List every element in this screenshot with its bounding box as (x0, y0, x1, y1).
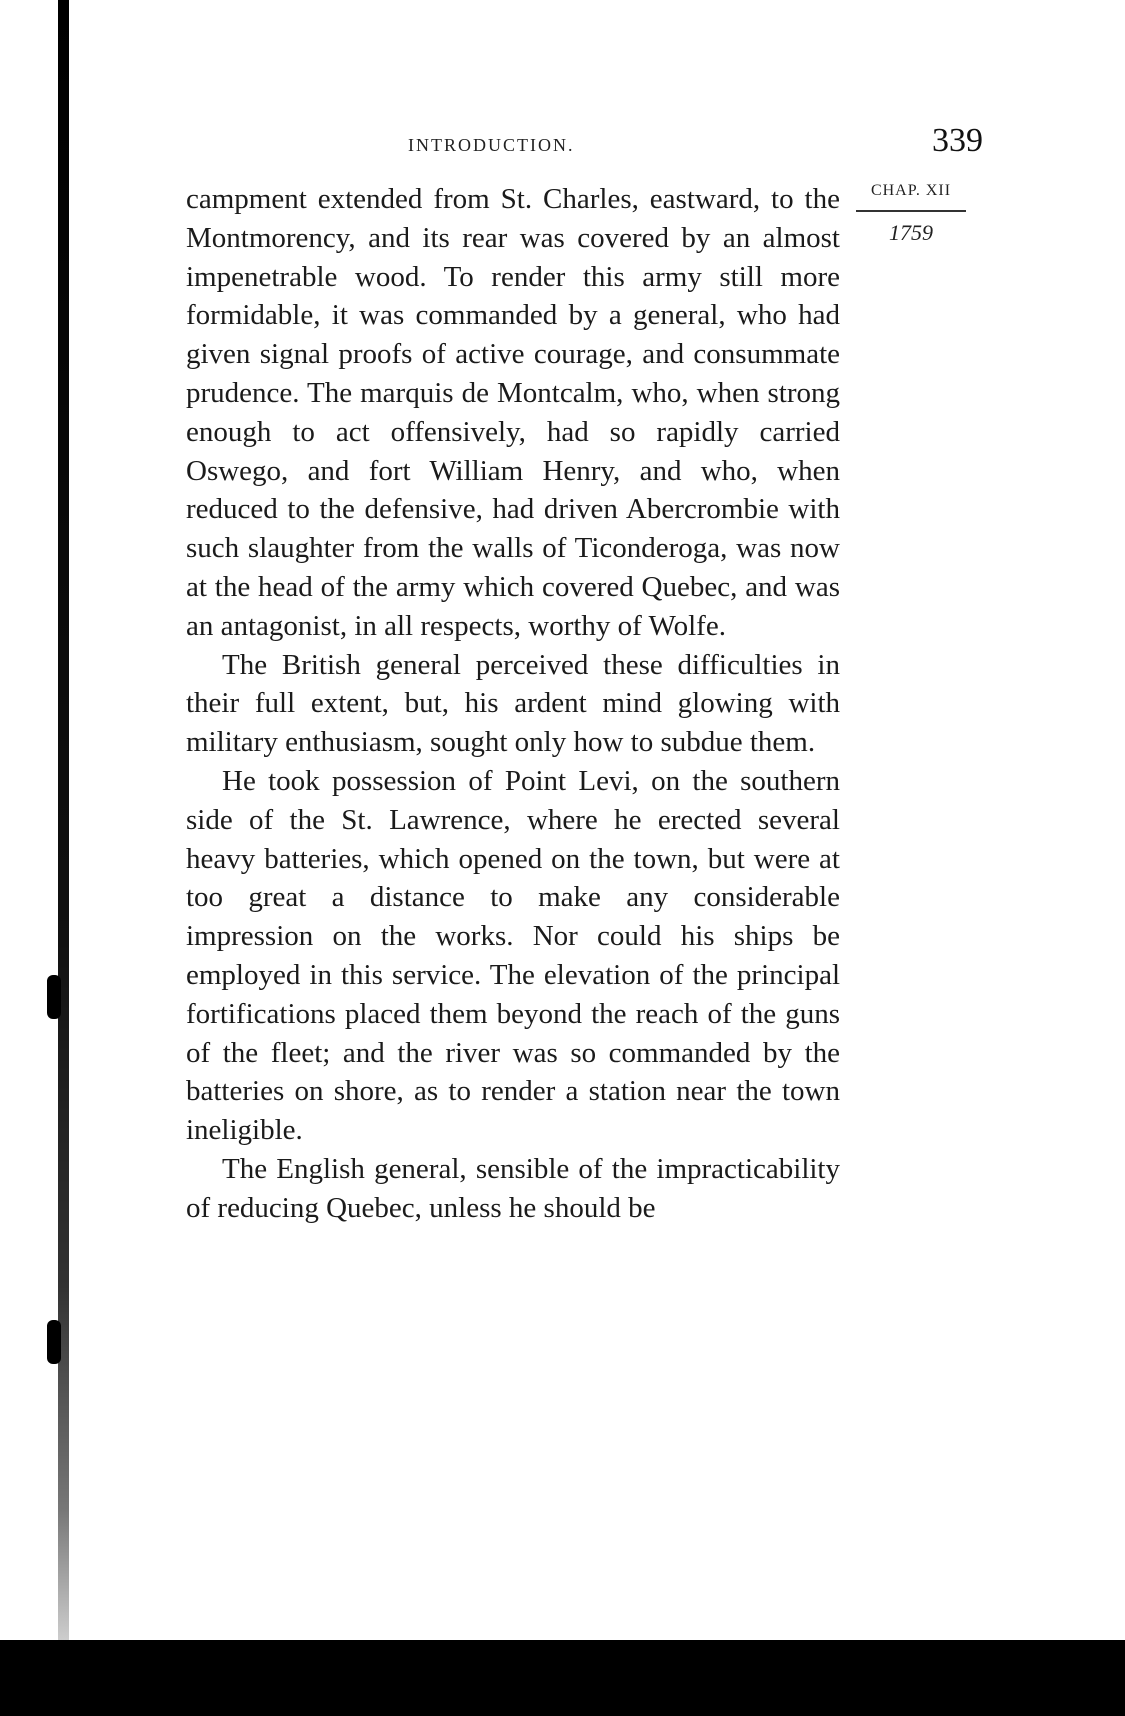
margin-rule (856, 210, 966, 212)
running-head: INTRODUCTION. (408, 135, 575, 155)
body-text (186, 180, 840, 1228)
page-header (0, 122, 1125, 167)
page-number: 339 (932, 122, 983, 159)
margin-note (852, 182, 970, 246)
page-left-edge-shadow (58, 0, 69, 1716)
paragraph: The English general, sensible of the impracticability of reducing Quebec, unless he should be (186, 1152, 840, 1224)
paragraph: He took possession of Point Levi, on the southern side of the St. Lawrence, where he erected several heavy batteries, which opened on the town, but were at too great a distance to make any considerable impression on the works. Nor could his ships be employed in this service. The elevation of the principal fortifications placed them beyond the reach of the guns of the fleet; and the river was so commanded by the batteries on shore, as to render a station near the town ineligible. (186, 764, 840, 1147)
page-edge-mark (47, 1320, 61, 1364)
paragraph: campment extended from St. Charles, eastward, to the Montmorency, and its rear was covered by an almost impenetrable wood. To render this army still more formidable, it was commanded by a general, who had given signal proofs of active courage, and consummate prudence. The marquis de Montcalm, who, when strong enough to act offensively, had so rapidly carried Oswego, and fort William Henry, and who, when reduced to the defensive, had driven Abercrombie with such slaughter from the walls of Ticonderoga, was now at the head of the army which covered Quebec, and was an antagonist, in all respects, worthy of Wolfe. (186, 183, 840, 642)
paragraph: The British general perceived these difficulties in their full extent, but, his ardent mind glowing with military enthusiasm, sought only how to subdue them. (186, 648, 840, 759)
margin-chapter: CHAP. XII (870, 182, 952, 199)
margin-year: 1759 (889, 220, 933, 245)
page-bottom-edge-shadow (0, 1640, 1125, 1716)
page-edge-mark (47, 975, 61, 1019)
